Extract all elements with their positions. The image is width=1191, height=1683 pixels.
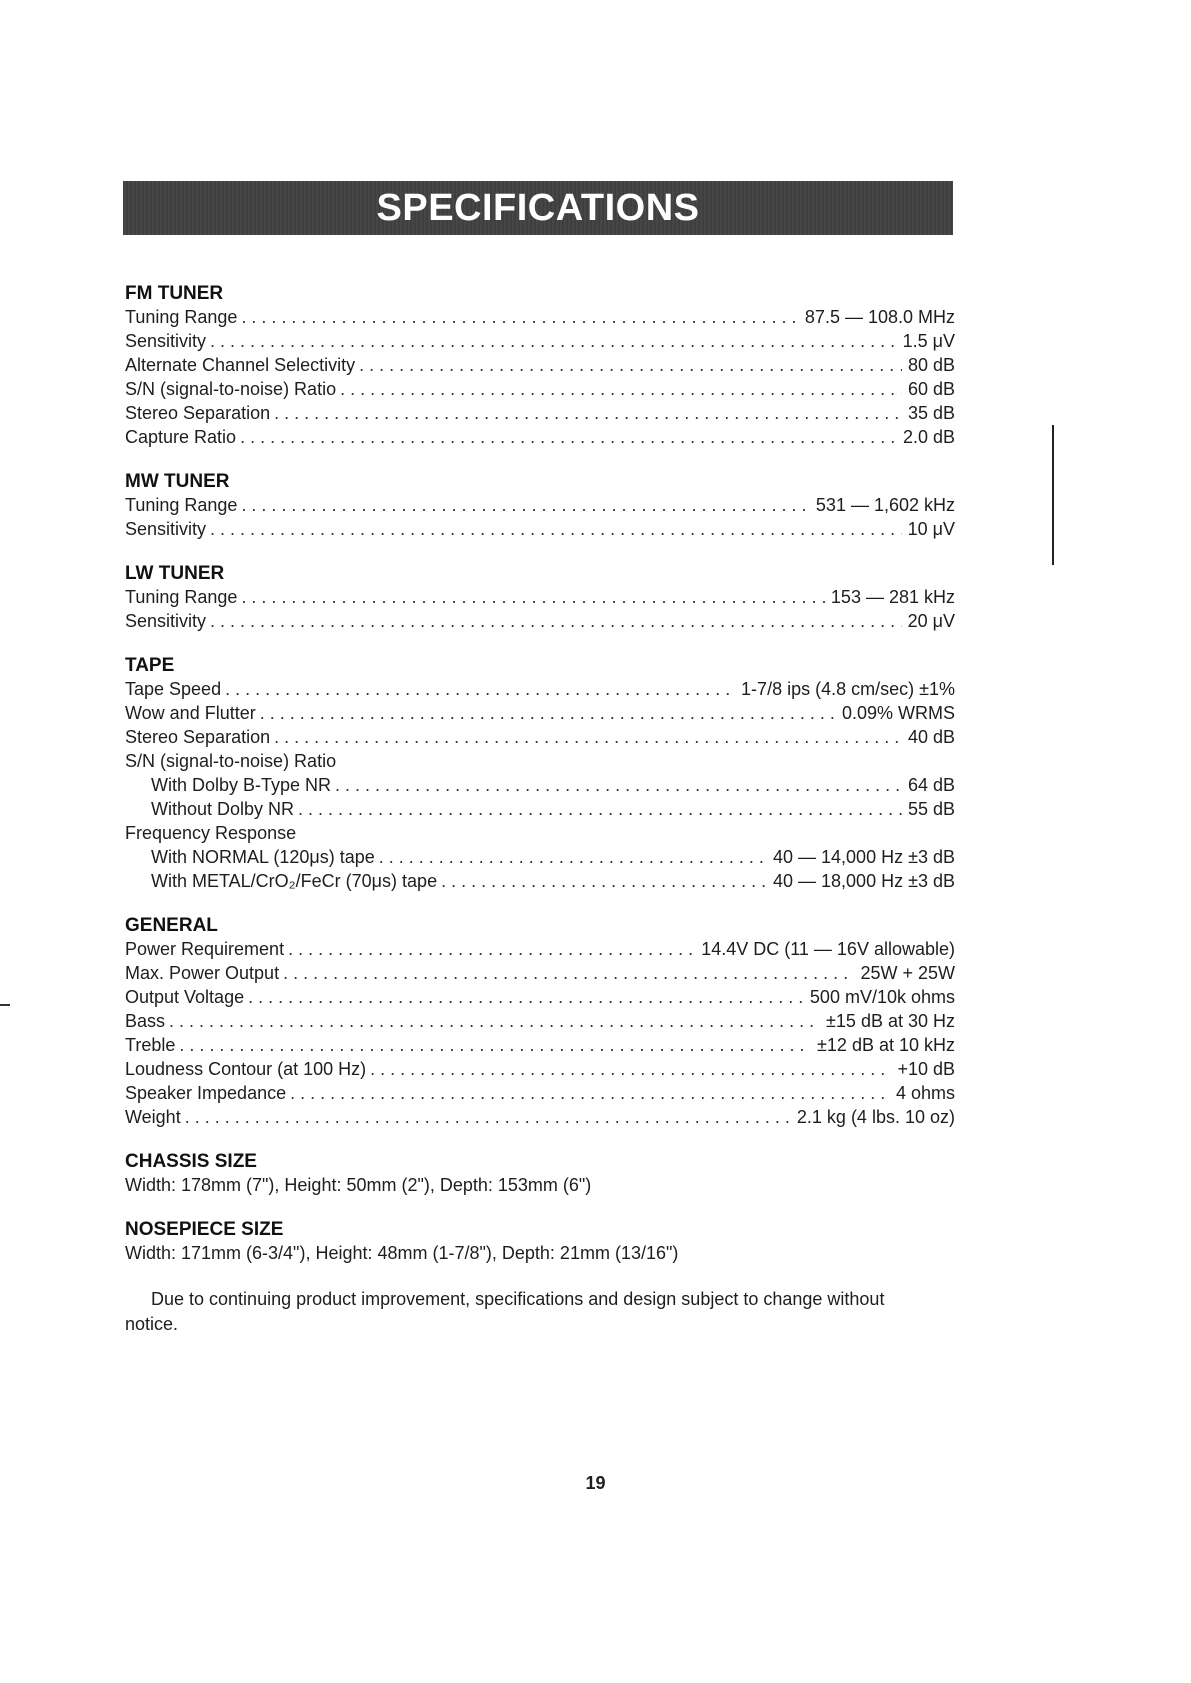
nosepiece-dimensions: Width: 171mm (6-3/4"), Height: 48mm (1-7/8"), Depth: 21mm (13/16") bbox=[125, 1243, 679, 1263]
tape-section bbox=[125, 655, 955, 893]
spec-row: Power Requirement . . . 14.4V DC (11 — 16V allowable) bbox=[125, 937, 955, 961]
spec-row: Weight . . . 2.1 kg (4 lbs. 10 oz) bbox=[125, 1105, 955, 1129]
spec-row: Stereo Separation . . . 40 dB bbox=[125, 725, 955, 749]
spec-row: Capture Ratio . . . 2.0 dB bbox=[125, 425, 955, 449]
mw-tuner-section bbox=[125, 471, 955, 541]
improvement-notice: Due to continuing product improvement, specifications and design subject to change without notice. bbox=[125, 1289, 885, 1334]
lw-tuner-section bbox=[125, 563, 955, 633]
spec-row: Sensitivity . . . 20 μV bbox=[125, 609, 955, 633]
spec-row: Tuning Range . . . 153 — 281 kHz bbox=[125, 585, 955, 609]
spec-row: S/N (signal-to-noise) Ratio . . . 60 dB bbox=[125, 377, 955, 401]
section-heading: TAPE bbox=[125, 655, 175, 676]
spec-row: With NORMAL (120μs) tape . . . 40 — 14,000 Hz ±3 dB bbox=[125, 845, 955, 869]
spec-row: Treble . . . ±12 dB at 10 kHz bbox=[125, 1033, 955, 1057]
spec-row: Output Voltage . . . 500 mV/10k ohms bbox=[125, 985, 955, 1009]
fm-tuner-section bbox=[125, 283, 955, 449]
section-heading: CHASSIS SIZE bbox=[125, 1151, 257, 1172]
page-number: 19 bbox=[585, 1473, 606, 1493]
section-heading: NOSEPIECE SIZE bbox=[125, 1219, 284, 1240]
spec-row: Wow and Flutter . . . 0.09% WRMS bbox=[125, 701, 955, 725]
spec-row: Without Dolby NR . . . 55 dB bbox=[125, 797, 955, 821]
spec-row: Speaker Impedance . . . 4 ohms bbox=[125, 1081, 955, 1105]
chassis-size-section bbox=[125, 1151, 955, 1197]
section-heading: FM TUNER bbox=[125, 283, 224, 304]
spec-row: Max. Power Output . . . 25W + 25W bbox=[125, 961, 955, 985]
margin-line bbox=[1052, 425, 1054, 565]
spec-row: With Dolby B-Type NR . . . 64 dB bbox=[125, 773, 955, 797]
spec-row: Sensitivity . . . 10 μV bbox=[125, 517, 955, 541]
spec-row: Tuning Range . . . 87.5 — 108.0 MHz bbox=[125, 305, 955, 329]
section-heading: GENERAL bbox=[125, 915, 218, 936]
spec-row: Tape Speed . . . 1-7/8 ips (4.8 cm/sec) ±1% bbox=[125, 677, 955, 701]
nosepiece-size-section bbox=[125, 1219, 955, 1265]
spec-subheading: Frequency Response bbox=[125, 823, 297, 843]
spec-content bbox=[125, 283, 955, 1337]
spec-row: Sensitivity . . . 1.5 μV bbox=[125, 329, 955, 353]
margin-dash bbox=[0, 1004, 10, 1006]
spec-row: Alternate Channel Selectivity . . . 80 dB bbox=[125, 353, 955, 377]
spec-row: Bass . . . ±15 dB at 30 Hz bbox=[125, 1009, 955, 1033]
title-banner bbox=[123, 181, 953, 235]
page-title: SPECIFICATIONS bbox=[376, 186, 700, 229]
spec-subheading: S/N (signal-to-noise) Ratio bbox=[125, 751, 337, 771]
spec-row: Stereo Separation . . . 35 dB bbox=[125, 401, 955, 425]
spec-row: Loudness Contour (at 100 Hz) . . . +10 dB bbox=[125, 1057, 955, 1081]
spec-row: With METAL/CrO₂/FeCr (70μs) tape . . . 40 — 18,000 Hz ±3 dB bbox=[125, 869, 955, 893]
general-section bbox=[125, 915, 955, 1129]
chassis-dimensions: Width: 178mm (7"), Height: 50mm (2"), Depth: 153mm (6") bbox=[125, 1175, 592, 1195]
spec-row: Tuning Range . . . 531 — 1,602 kHz bbox=[125, 493, 955, 517]
section-heading: LW TUNER bbox=[125, 563, 225, 584]
section-heading: MW TUNER bbox=[125, 471, 230, 492]
